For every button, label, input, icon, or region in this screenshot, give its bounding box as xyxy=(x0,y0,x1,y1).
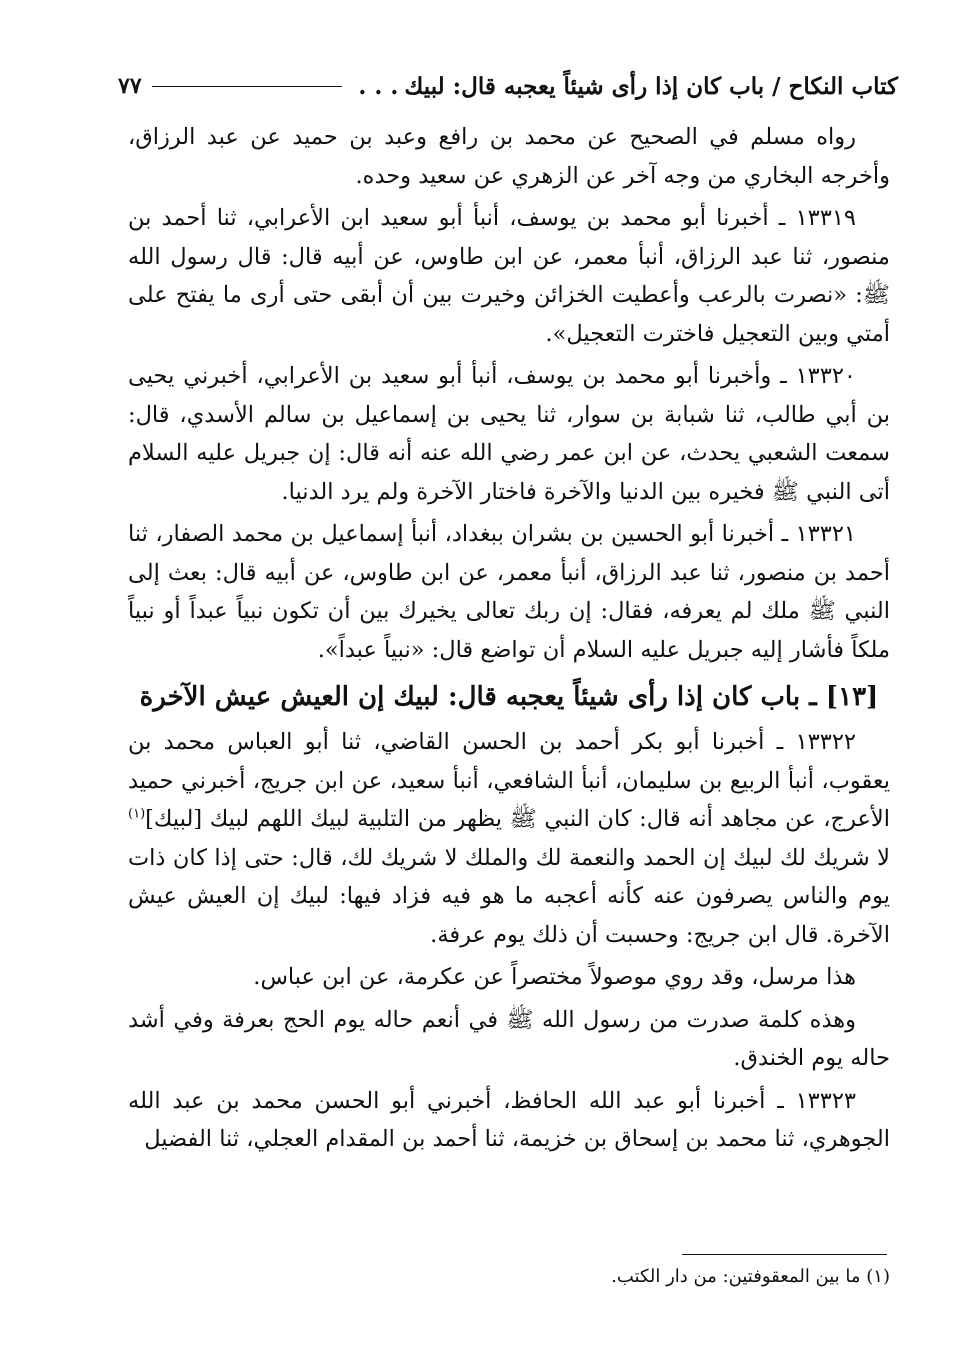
running-head-title: كتاب النكاح / باب كان إذا رأى شيئاً يعجبه قال: لبيك xyxy=(404,72,898,100)
footnote: (١) ما بين المعقوفتين: من دار الكتب. xyxy=(611,1266,890,1287)
commentary-2: وهذه كلمة صدرت من رسول الله ﷺ في أنعم حاله يوم الحج بعرفة وفي أشد حاله يوم الخندق. xyxy=(128,1006,890,1071)
hadith-13322 xyxy=(128,723,890,954)
hadith-13323: ١٣٣٢٣ ـ أخبرنا أبو عبد الله الحافظ، أخبرني أبو الحسن محمد بن عبد الله الجوهري، ثنا محمد بن إسحاق بن خزيمة، ثنا أحمد بن المقدام العجلي، ثنا الفضيل xyxy=(128,1087,890,1152)
hadith-13319: ١٣٣١٩ ـ أخبرنا أبو محمد بن يوسف، أنبأ أبو سعيد ابن الأعرابي، ثنا أحمد بن منصور، ثنا عبد الرزاق، أنبأ معمر، عن ابن طاوس، عن أبيه قال: قال رسول الله ﷺ: «نصرت بالرعب وأعطيت الخزائن وخيرت بين أن أبقى حتى أرى ما يفتح على أمتي وبين التعجيل فاخترت التعجيل». xyxy=(128,205,890,347)
hadith-13322-part-1: ١٣٣٢٢ ـ أخبرنا أبو بكر أحمد بن الحسن القاضي، ثنا أبو العباس محمد بن يعقوب، أنبأ الربيع بن سليمان، أنبأ الشافعي، أنبأ سعيد، عن ابن جريج، أخبرني حميد الأعرج، عن مجاهد أنه قال: كان النبي ﷺ يظهر من التلبية لبيك اللهم لبيك [لبيك] xyxy=(128,729,890,832)
page-number: ٧٧ xyxy=(118,73,142,99)
paragraph-1: رواه مسلم في الصحيح عن محمد بن رافع وعبد بن حميد عن عبد الرزاق، وأخرجه البخاري من وجه آخر عن الزهري عن سعيد وحده. xyxy=(128,124,890,189)
main-text xyxy=(128,118,890,1159)
commentary-1: هذا مرسل، وقد روي موصولاً مختصراً عن عكرمة، عن ابن عباس. xyxy=(253,964,856,990)
hadith-13321: ١٣٣٢١ ـ أخبرنا أبو الحسين بن بشران ببغداد، أنبأ إسماعيل بن محمد الصفار، ثنا أحمد بن منصور، ثنا عبد الرزاق، أنبأ معمر، عن ابن طاوس، عن أبيه قال: بعث إلى النبي ﷺ ملك لم يعرفه، فقال: إن ربك تعالى يخيرك بين أن تكون نبياً عبداً أو نبياً ملكاً فأشار إليه جبريل عليه السلام أن تواضع قال: «نبياً عبداً». xyxy=(128,521,890,663)
running-head-ellipsis: . . . xyxy=(358,72,399,100)
footnote-reference: (١) xyxy=(128,806,146,822)
hadith-13322-part-2: لا شريك لك لبيك إن الحمد والنعمة لك والملك لا شريك لك، قال: حتى إذا كان ذات يوم والناس يصرفون عنه كأنه أعجبه ما هو فيه فزاد فيها: لبيك إن العيش عيش الآخرة. قال ابن جريج: وحسبت أن ذلك يوم عرفة. xyxy=(128,844,890,948)
running-head-rule xyxy=(152,86,343,87)
footnote-separator xyxy=(682,1254,887,1255)
hadith-13320: ١٣٣٢٠ ـ وأخبرنا أبو محمد بن يوسف، أنبأ أبو سعيد بن الأعرابي، أخبرني يحيى بن أبي طالب، ثنا شبابة بن سوار، ثنا يحيى بن إسماعيل بن سالم الأسدي، قال: سمعت الشعبي يحدث، عن ابن عمر رضي الله عنه أنه قال: إن جبريل عليه السلام أتى النبي ﷺ فخيره بين الدنيا والآخرة فاختار الآخرة ولم يرد الدنيا. xyxy=(128,363,890,505)
running-head xyxy=(118,68,898,104)
chapter-heading: [١٣] ـ باب كان إذا رأى شيئاً يعجبه قال: لبيك إن العيش عيش الآخرة xyxy=(139,682,879,712)
